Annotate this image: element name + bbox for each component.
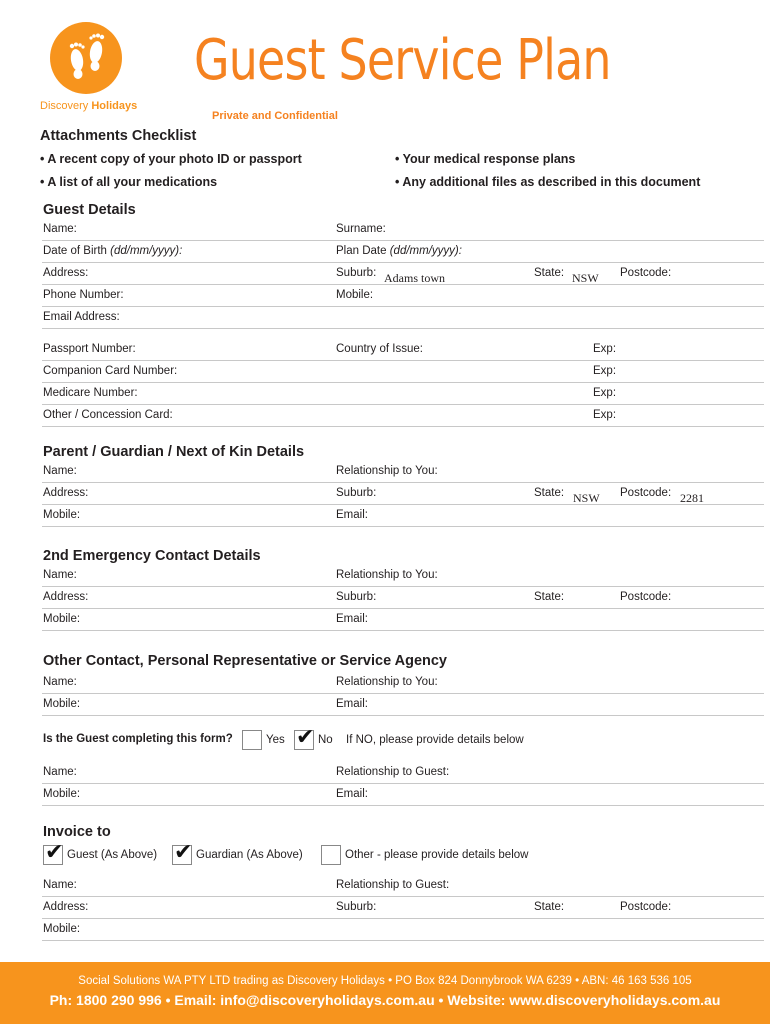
- email-label: Email:: [336, 613, 368, 625]
- suburb-label: Suburb:: [336, 267, 377, 279]
- invoice-other-checkbox[interactable]: [321, 845, 341, 865]
- check-icon: ✔: [296, 725, 315, 750]
- invoice-name-row[interactable]: [42, 875, 764, 897]
- guardian-address-row[interactable]: [42, 483, 764, 505]
- contact-info[interactable]: Ph: 1800 290 996 • Email: info@discoveryholidays.com.au • Website: www.discoveryholidays.com.au: [49, 992, 721, 1008]
- medicare-label: Medicare Number:: [43, 387, 138, 399]
- yes-checkbox[interactable]: [242, 730, 262, 750]
- email-label: Email:: [336, 698, 368, 710]
- other-contact-mobile2-row[interactable]: [42, 784, 764, 806]
- other-contact-heading: Other Contact, Personal Representative or Service Agency: [43, 653, 447, 669]
- invoice-guest-label: Guest (As Above): [67, 849, 158, 861]
- yes-label: Yes: [266, 734, 285, 746]
- other-contact-mobile-row[interactable]: [42, 694, 764, 716]
- other-contact-name-row[interactable]: [42, 672, 764, 694]
- suburb-label: Suburb:: [336, 487, 377, 499]
- surname-label: Surname:: [336, 223, 386, 235]
- guest-phone-row[interactable]: [42, 285, 764, 307]
- checklist-item-medications: • A list of all your medications: [40, 175, 218, 189]
- emergency-mobile-row[interactable]: [42, 609, 764, 631]
- suburb-value[interactable]: Adams town: [384, 271, 445, 285]
- guest-details-heading: Guest Details: [43, 202, 136, 218]
- if-no-instructions: If NO, please provide details below: [346, 734, 524, 746]
- address-label: Address:: [43, 591, 89, 603]
- state-value[interactable]: NSW: [572, 271, 599, 285]
- relationship-label: Relationship to You:: [336, 569, 438, 581]
- concession-label: Other / Concession Card:: [43, 409, 173, 421]
- passport-row[interactable]: [42, 339, 764, 361]
- attachments-heading: Attachments Checklist: [40, 128, 197, 144]
- postcode-label: Postcode:: [620, 591, 672, 603]
- postcode-label: Postcode:: [620, 901, 672, 913]
- footprints-icon: [50, 22, 122, 94]
- name-label: Name:: [43, 465, 77, 477]
- dob-label: Date of Birth (dd/mm/yyyy):: [43, 245, 183, 257]
- mobile-label: Mobile:: [43, 509, 81, 521]
- suburb-label: Suburb:: [336, 901, 377, 913]
- exp-label: Exp:: [593, 387, 617, 399]
- invoice-guardian-checkbox[interactable]: [172, 840, 193, 865]
- state-label: State:: [534, 487, 565, 499]
- state-value[interactable]: NSW: [573, 491, 600, 505]
- guest-address-row[interactable]: [42, 263, 764, 285]
- companion-card-row[interactable]: [42, 361, 764, 383]
- confidentiality-note: Private and Confidential: [212, 110, 338, 122]
- guest-completing-question: Is the Guest completing this form?: [43, 733, 233, 745]
- checklist-item-photo-id: • A recent copy of your photo ID or passport: [40, 152, 302, 166]
- state-label: State:: [534, 267, 565, 279]
- concession-row[interactable]: [42, 405, 764, 427]
- no-label: No: [318, 734, 333, 746]
- mobile-label: Mobile:: [336, 289, 374, 301]
- page-title: Guest Service Plan: [194, 28, 611, 93]
- passport-label: Passport Number:: [43, 343, 136, 355]
- companion-label: Companion Card Number:: [43, 365, 178, 377]
- relationship-label: Relationship to Guest:: [336, 879, 450, 891]
- emergency-heading: 2nd Emergency Contact Details: [43, 548, 261, 564]
- mobile-label: Mobile:: [43, 698, 81, 710]
- medicare-row[interactable]: [42, 383, 764, 405]
- email-label: Email Address:: [43, 311, 120, 323]
- discovery-holidays-logo: [40, 22, 142, 114]
- mobile-label: Mobile:: [43, 923, 81, 935]
- guest-dob-row[interactable]: [42, 241, 764, 263]
- checklist-item-additional-files: • Any additional files as described in this document: [395, 175, 701, 189]
- name-label: Name:: [43, 879, 77, 891]
- name-label: Name:: [43, 766, 77, 778]
- footer: [0, 962, 770, 1024]
- email-label: Email:: [336, 788, 368, 800]
- address-label: Address:: [43, 267, 89, 279]
- postcode-value[interactable]: 2281: [680, 491, 704, 505]
- postcode-label: Postcode:: [620, 267, 672, 279]
- emergency-name-row[interactable]: [42, 565, 764, 587]
- mobile-label: Mobile:: [43, 613, 81, 625]
- invoice-heading: Invoice to: [43, 824, 111, 840]
- address-label: Address:: [43, 487, 89, 499]
- relationship-label: Relationship to You:: [336, 676, 438, 688]
- postcode-label: Postcode:: [620, 487, 672, 499]
- check-icon: ✔: [45, 840, 64, 865]
- guardian-heading: Parent / Guardian / Next of Kin Details: [43, 444, 305, 460]
- name-label: Name:: [43, 569, 77, 581]
- mobile-label: Mobile:: [43, 788, 81, 800]
- other-contact-name2-row[interactable]: [42, 762, 764, 784]
- phone-label: Phone Number:: [43, 289, 124, 301]
- email-label: Email:: [336, 509, 368, 521]
- name-label: Name:: [43, 223, 77, 235]
- invoice-guest-checkbox[interactable]: [43, 840, 64, 865]
- invoice-guardian-label: Guardian (As Above): [196, 849, 303, 861]
- guest-email-row[interactable]: [42, 307, 764, 329]
- exp-label: Exp:: [593, 343, 617, 355]
- invoice-mobile-row[interactable]: [42, 919, 764, 941]
- state-label: State:: [534, 901, 565, 913]
- guest-name-row[interactable]: [42, 219, 764, 241]
- invoice-address-row[interactable]: [42, 897, 764, 919]
- plan-date-label: Plan Date (dd/mm/yyyy):: [336, 245, 462, 257]
- suburb-label: Suburb:: [336, 591, 377, 603]
- emergency-address-row[interactable]: [42, 587, 764, 609]
- country-label: Country of Issue:: [336, 343, 423, 355]
- name-label: Name:: [43, 676, 77, 688]
- relationship-label: Relationship to Guest:: [336, 766, 450, 778]
- relationship-label: Relationship to You:: [336, 465, 438, 477]
- exp-label: Exp:: [593, 365, 617, 377]
- company-info: Social Solutions WA PTY LTD trading as Discovery Holidays • PO Box 824 Donnybrook WA 6239 • ABN: 46 163 536 105: [78, 975, 692, 987]
- exp-label: Exp:: [593, 409, 617, 421]
- state-label: State:: [534, 591, 565, 603]
- invoice-other-label: Other - please provide details below: [345, 849, 529, 861]
- guardian-mobile-row[interactable]: [42, 505, 764, 527]
- guardian-name-row[interactable]: [42, 461, 764, 483]
- checklist-item-medical-plans: • Your medical response plans: [395, 152, 576, 166]
- address-label: Address:: [43, 901, 89, 913]
- brand-name: Discovery Holidays: [40, 100, 138, 112]
- check-icon: ✔: [174, 840, 193, 865]
- no-checkbox[interactable]: [294, 725, 315, 750]
